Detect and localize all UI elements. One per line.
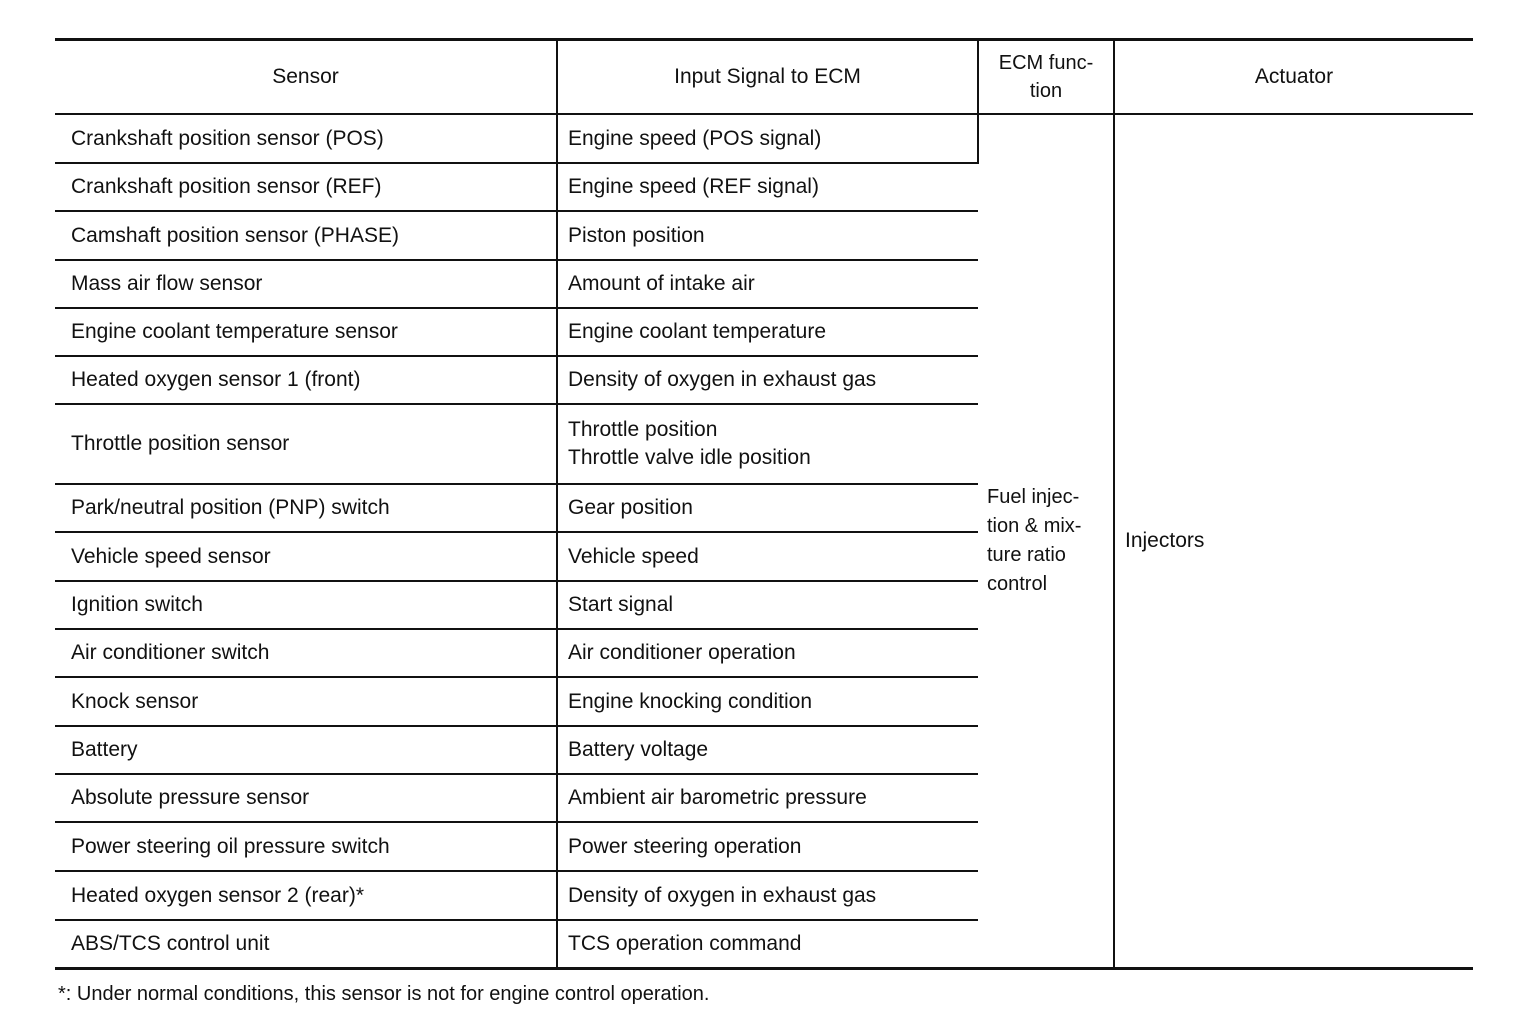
- sensor-cell: Absolute pressure sensor: [55, 774, 557, 822]
- ecm-fuel-injection-table: [55, 38, 1473, 970]
- sensor-cell: Vehicle speed sensor: [55, 532, 557, 581]
- input-signal-cell: Power steering operation: [557, 822, 978, 871]
- sensor-cell: Battery: [55, 726, 557, 774]
- input-signal-cell: Engine knocking condition: [557, 677, 978, 726]
- input-signal-cell: Battery voltage: [557, 726, 978, 774]
- header-sensor: Sensor: [55, 40, 557, 115]
- sensor-cell: Throttle position sensor: [55, 404, 557, 484]
- input-signal-cell: Start signal: [557, 581, 978, 629]
- sensor-cell: Engine coolant temperature sensor: [55, 308, 557, 356]
- sensor-cell: Crankshaft position sensor (REF): [55, 163, 557, 211]
- sensor-cell: Air conditioner switch: [55, 629, 557, 677]
- header-input-signal: Input Signal to ECM: [557, 40, 978, 115]
- sensor-cell: Heated oxygen sensor 2 (rear)*: [55, 871, 557, 920]
- sensor-cell: Knock sensor: [55, 677, 557, 726]
- input-signal-cell: Engine speed (REF signal): [557, 163, 978, 211]
- input-signal-cell: Throttle position Throttle valve idle position: [557, 404, 978, 484]
- input-signal-cell: Ambient air barometric pressure: [557, 774, 978, 822]
- table-row: [55, 114, 1473, 163]
- sensor-cell: Camshaft position sensor (PHASE): [55, 211, 557, 260]
- input-signal-cell: Vehicle speed: [557, 532, 978, 581]
- input-signal-cell: Amount of intake air: [557, 260, 978, 308]
- table-body: [55, 114, 1473, 968]
- actuator-cell: Injectors: [1114, 114, 1473, 968]
- ecm-function-cell: Fuel injec- tion & mix- ture ratio control: [978, 114, 1114, 968]
- sensor-cell: Park/neutral position (PNP) switch: [55, 484, 557, 532]
- input-signal-cell: Gear position: [557, 484, 978, 532]
- input-signal-cell: TCS operation command: [557, 920, 978, 968]
- header-actuator: Actuator: [1114, 40, 1473, 115]
- sensor-cell: Heated oxygen sensor 1 (front): [55, 356, 557, 404]
- footnote: *: Under normal conditions, this sensor is not for engine control operation.: [58, 983, 710, 1005]
- sensor-cell: Crankshaft position sensor (POS): [55, 114, 557, 163]
- input-signal-cell: Density of oxygen in exhaust gas: [557, 356, 978, 404]
- input-signal-cell: Piston position: [557, 211, 978, 260]
- input-signal-cell: Engine speed (POS signal): [557, 114, 978, 163]
- sensor-cell: Power steering oil pressure switch: [55, 822, 557, 871]
- input-signal-cell: Engine coolant temperature: [557, 308, 978, 356]
- header-ecm-function: ECM func- tion: [978, 40, 1114, 115]
- sensor-cell: Ignition switch: [55, 581, 557, 629]
- sensor-cell: Mass air flow sensor: [55, 260, 557, 308]
- sensor-cell: ABS/TCS control unit: [55, 920, 557, 968]
- header-row: [55, 40, 1473, 115]
- input-signal-cell: Density of oxygen in exhaust gas: [557, 871, 978, 920]
- input-signal-cell: Air conditioner operation: [557, 629, 978, 677]
